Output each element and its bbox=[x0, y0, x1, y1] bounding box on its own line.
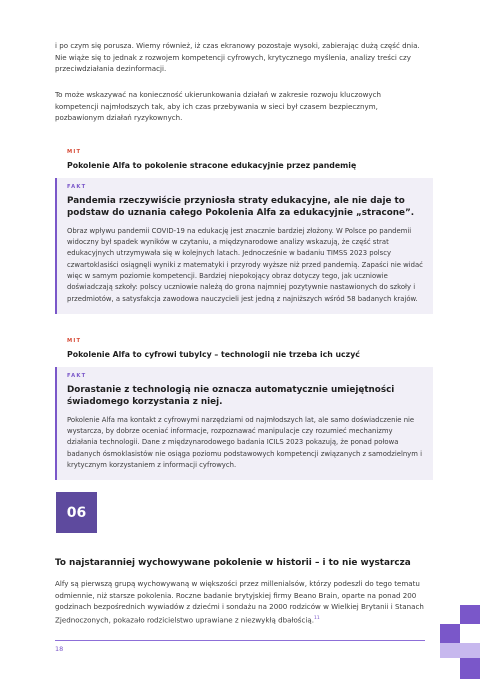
intro-paragraph-2: To może wskazywać na konieczność ukierunkowania działań w zakresie rozwoju kluczowych kompetencji najmłodszych tak, aby ich czas przebywania w sieci był czasem bezpiecznym, pozbawionym działań ryzykownych. bbox=[55, 90, 381, 123]
mit-label: MIT bbox=[67, 149, 82, 155]
fakt-label: FAKT bbox=[67, 184, 87, 190]
fact-box bbox=[55, 178, 433, 314]
decorative-square bbox=[460, 605, 480, 624]
mit-label: MIT bbox=[67, 338, 82, 344]
fact-body: Obraz wpływu pandemii COVID-19 na edukację jest znacznie bardziej złożony. W Polsce po pandemii widoczny był spadek wyników w czytaniu, a międzynarodowe analizy wskazują, że część strat edukacyjnych utrzymywała się w kolejnych latach. Jednocześnie w badaniu TIMSS 2023 polscy czwartoklasiści osiągnęli wyniki z matematyki i przyrody wyższe niż przed pandemią. Zapaści nie widać więc w samym poziomie kompetencji. Bardziej niepokojący obraz dotyczy tego, jak uczniowie doświadczają szkoły: polscy uczniowie należą do grona najmniej pozytywnie nastawionych do szkoły i przedmiotów, a satysfakcja zawodowa nauczycieli jest jedną z najniższych wśród 58 badanych krajów. bbox=[67, 226, 423, 303]
decorative-square bbox=[460, 658, 480, 679]
chapter-number-badge: 06 bbox=[56, 492, 97, 533]
fact-title: Pandemia rzeczywiście przyniosła straty edukacyjne, ale nie daje to podstaw do uznania całego Pokolenia Alfa za edukacyjnie „stracone”. bbox=[67, 196, 415, 219]
myth-block-digital-natives bbox=[55, 337, 433, 480]
section-paragraph bbox=[55, 578, 425, 626]
intro-paragraph-1: i po czym się porusza. Wiemy również, iż czas ekranowy pozostaje wysoki, zabierając dużą część dnia. Nie wiąże się to jednak z rozwojem kompetencji cyfrowych, krytycznego myślenia, analizy treści czy przeciwdziałania dezinformacji. bbox=[55, 41, 420, 74]
period: . bbox=[311, 615, 314, 625]
decorative-square-light bbox=[440, 643, 480, 658]
mit-title: Pokolenie Alfa to pokolenie stracone edukacyjnie przez pandemię bbox=[67, 161, 357, 170]
fact-body: Pokolenie Alfa ma kontakt z cyfrowymi narzędziami od najmłodszych lat, ale samo doświadczenie nie wystarcza, by dobrze oceniać informacje, rozpoznawać manipulacje czy rozumieć mechanizmy działania technologii. Dane z międzynarodowego badania ICILS 2023 pokazują, że ponad połowa badanych ósmoklasistów nie osiąga poziomu podstawowych kompetencji związanych z samodzielnym i krytycznym korzystaniem z informacji cyfrowych. bbox=[67, 415, 422, 469]
page-number: 18 bbox=[55, 645, 64, 653]
decorative-square bbox=[440, 624, 460, 643]
fakt-label: FAKT bbox=[67, 373, 87, 379]
fact-box bbox=[55, 367, 433, 480]
footer-divider bbox=[55, 640, 425, 641]
footnote-reference[interactable]: 11 bbox=[313, 615, 320, 621]
fact-title: Dorastanie z technologią nie oznacza automatycznie umiejętności świadomego korzystania z niej. bbox=[67, 385, 395, 408]
section-paragraph-text: Alfy są pierwszą grupą wychowywaną w większości przez millenialsów, którzy podeszli do tego tematu odmiennie, niż starsze pokolenia. Roczne badanie brytyjskiej firmy Beano Brain, oparte na ponad 200 godzinach bezpośrednich wywiadów z dziećmi i sondażu na 2000 rodziców w Wielkiej Brytanii i Stanach Zjednoczonych, pokazało rodzicielstwo uprawiane z niezwykłą dbałością bbox=[55, 579, 424, 625]
section-title: To najstaranniej wychowywane pokolenie w historii – i to nie wystarcza bbox=[55, 558, 411, 568]
mit-title: Pokolenie Alfa to cyfrowi tubylcy – technologii nie trzeba ich uczyć bbox=[67, 350, 360, 359]
myth-block-pandemic bbox=[55, 148, 433, 314]
